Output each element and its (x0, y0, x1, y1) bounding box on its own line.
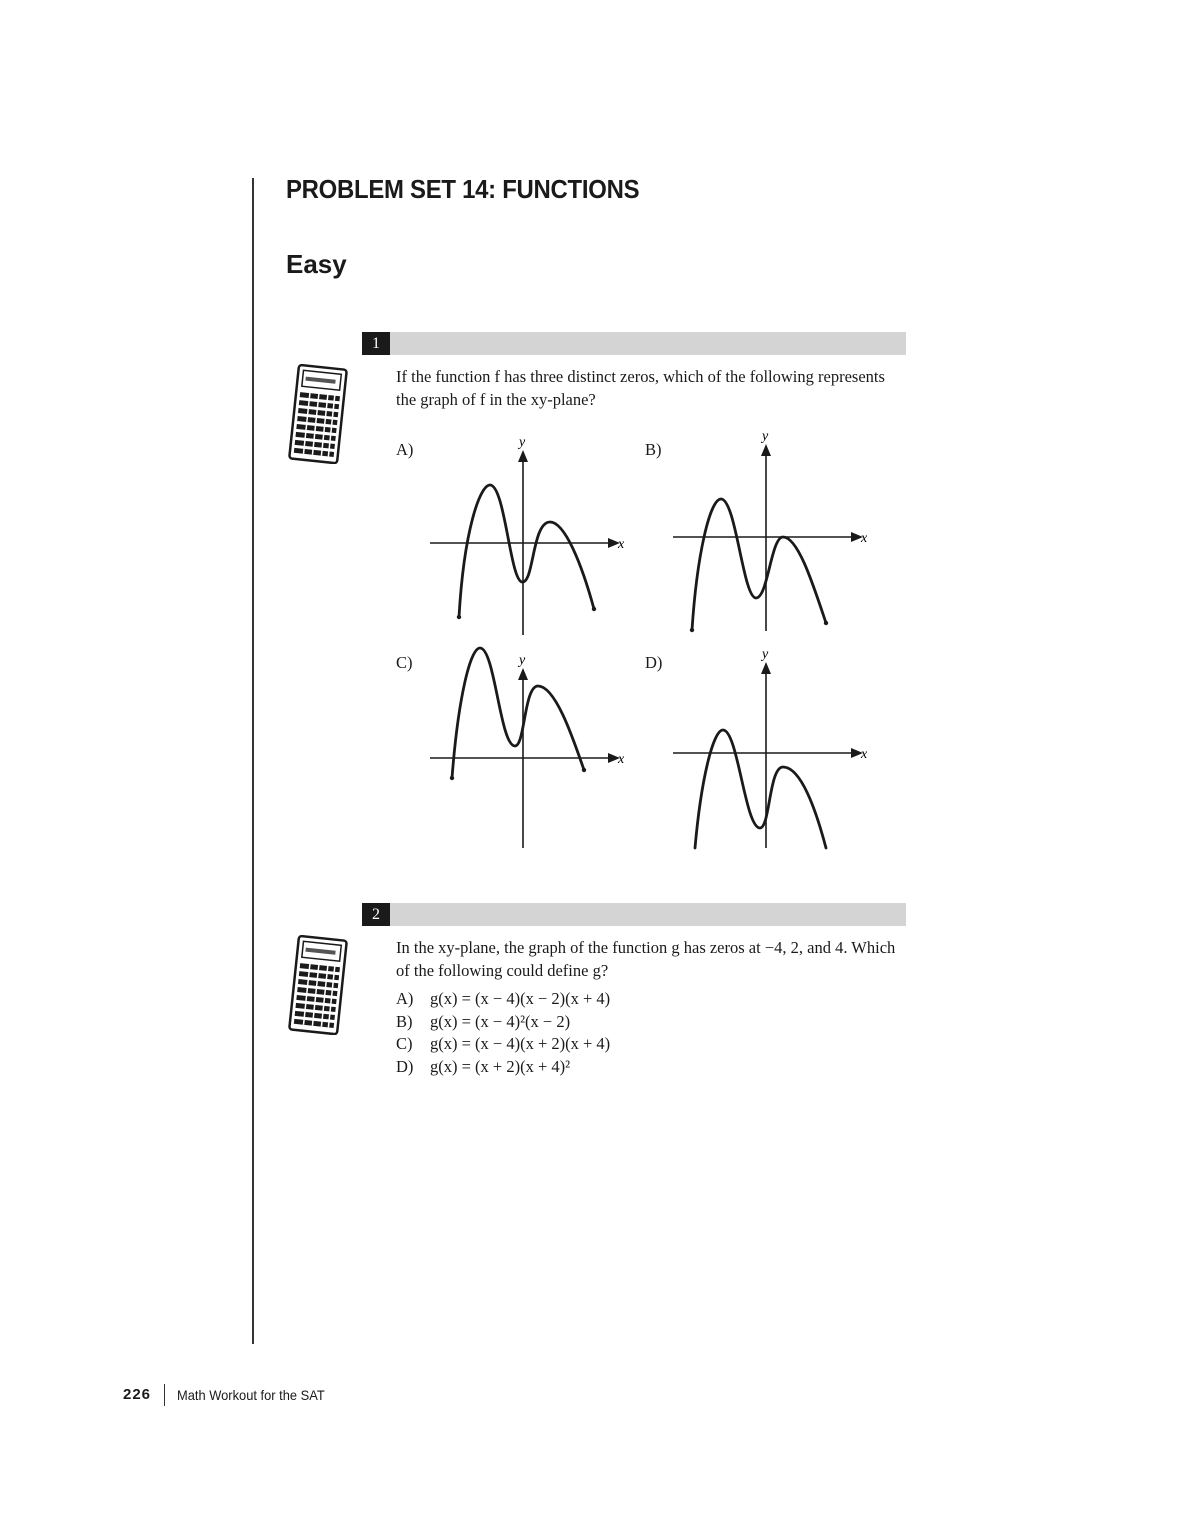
option-c-label: C) (396, 653, 413, 672)
calculator-icon (284, 364, 350, 464)
x-axis-label: x (861, 531, 868, 546)
y-arrow-icon (518, 668, 528, 680)
graph-option-b (663, 424, 883, 636)
choice-a (396, 988, 610, 1011)
choice-d-expr: g(x) = (x + 2)(x + 4)² (430, 1056, 571, 1076)
y-arrow-icon (518, 450, 528, 462)
question-2-bar (362, 903, 906, 926)
option-a-label: A) (396, 440, 414, 459)
x-axis-label: x (618, 752, 625, 767)
choice-d (396, 1056, 610, 1079)
difficulty-heading: Easy (286, 249, 347, 279)
curve-a (459, 485, 594, 617)
choice-c-label: C) (396, 1034, 413, 1053)
curve-b (692, 499, 826, 630)
option-d-label: D) (645, 653, 663, 672)
footer-divider (164, 1384, 165, 1406)
y-arrow-icon (761, 444, 771, 456)
y-arrow-icon (761, 662, 771, 674)
x-axis-label: x (618, 537, 625, 552)
book-title: Math Workout for the SAT (177, 1387, 325, 1403)
choice-c-expr: g(x) = (x − 4)(x + 2)(x + 4) (430, 1034, 611, 1053)
page-number: 226 (123, 1386, 152, 1403)
x-axis-label: x (861, 747, 868, 762)
answer-choices (396, 988, 610, 1078)
choice-b (396, 1011, 610, 1034)
calculator-icon (284, 935, 350, 1035)
margin-rule (252, 178, 254, 1344)
graph-option-c (420, 640, 640, 852)
question-2-text: In the xy-plane, the graph of the function g has zeros at −4, 2, and 4. Which of the following could define g? (396, 938, 896, 980)
question-1-number: 1 (362, 332, 390, 355)
graph-option-d (663, 640, 883, 852)
choice-a-label: A) (396, 989, 414, 1008)
question-2-number: 2 (362, 903, 390, 926)
graph-option-a (420, 430, 640, 640)
choice-c (396, 1033, 610, 1056)
y-axis-label: y (762, 647, 769, 662)
y-axis-label: y (519, 435, 526, 450)
y-axis-label: y (519, 653, 526, 668)
choice-d-label: D) (396, 1056, 414, 1076)
option-b-label: B) (645, 440, 662, 459)
y-axis-label: y (762, 429, 769, 444)
choice-a-expr: g(x) = (x − 4)(x − 2)(x + 4) (430, 989, 611, 1008)
question-1-text: If the function f has three distinct zeros, which of the following represents the graph of f in the xy-plane? (396, 367, 885, 409)
curve-d (695, 730, 826, 848)
choice-b-expr: g(x) = (x − 4)²(x − 2) (430, 1011, 571, 1031)
page-title: PROBLEM SET 14: FUNCTIONS (286, 174, 640, 204)
question-1-bar (362, 332, 906, 355)
choice-b-label: B) (396, 1011, 413, 1031)
